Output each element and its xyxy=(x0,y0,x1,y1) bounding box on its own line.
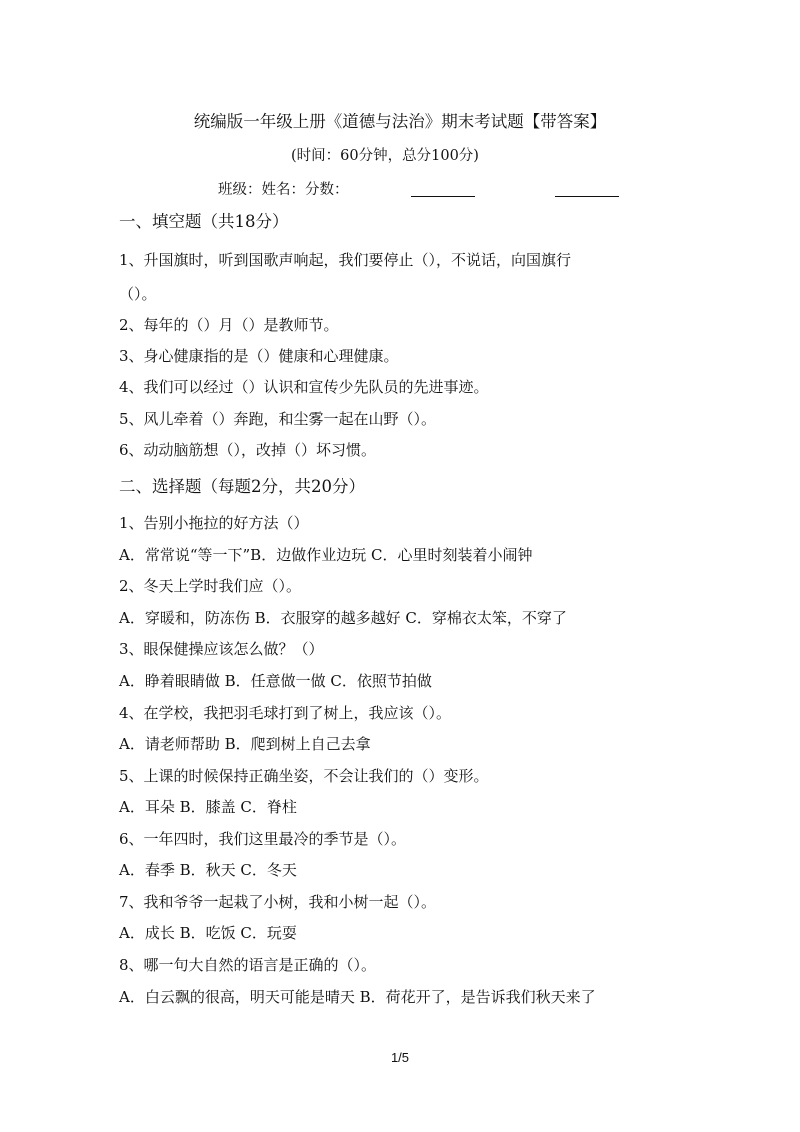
answer-options: A．成长 B．吃饭 C．玩耍 xyxy=(119,924,297,942)
question-line: 5、风儿牵着（）奔跑，和尘雾一起在山野（）。 xyxy=(119,410,437,428)
question-line: 3、眼保健操应该怎么做？（） xyxy=(119,640,324,658)
answer-options: A．请老师帮助 B．爬到树上自己去拿 xyxy=(119,735,371,753)
student-info-line: 班级：姓名：分数： xyxy=(218,182,349,198)
answer-options: A．穿暖和，防冻伤 B．衣服穿的越多越好 C．穿棉衣太笨，不穿了 xyxy=(119,609,567,627)
question-line: 2、冬天上学时我们应（）。 xyxy=(119,577,302,595)
answer-options: A．常常说“等一下”B．边做作业边玩 C．心里时刻装着小闹钟 xyxy=(119,546,533,564)
question-line: 1、升国旗时，听到国歌声响起，我们要停止（），不说话，向国旗行 xyxy=(119,251,572,269)
exam-info: (时间：60分钟，总分100分) xyxy=(291,148,479,164)
page-number: 1/5 xyxy=(390,1050,410,1065)
answer-options: A．耳朵 B．膝盖 C．脊柱 xyxy=(119,798,297,816)
question-line: 6、一年四时，我们这里最冷的季节是（）。 xyxy=(119,830,407,848)
question-line: 3、身心健康指的是（）健康和心理健康。 xyxy=(119,347,399,365)
question-line: 1、告别小拖拉的好方法（） xyxy=(119,514,309,532)
question-line: （）。 xyxy=(119,285,157,303)
section-heading: 一、填空题（共18分） xyxy=(119,212,289,231)
document-title: 统编版一年级上册《道德与法治》期末考试题【带答案】 xyxy=(193,112,607,131)
question-line: 8、哪一句大自然的语言是正确的（）。 xyxy=(119,956,377,974)
question-line: 5、上课的时候保持正确坐姿，不会让我们的（）变形。 xyxy=(119,767,489,785)
question-line: 4、我们可以经过（）认识和宣传少先队员的先进事迹。 xyxy=(119,378,489,396)
question-line: 7、我和爷爷一起栽了小树，我和小树一起（）。 xyxy=(119,893,437,911)
answer-blank xyxy=(555,196,619,197)
answer-options: A．春季 B．秋天 C．冬天 xyxy=(119,861,297,879)
question-line: 4、在学校，我把羽毛球打到了树上，我应该（）。 xyxy=(119,704,452,722)
answer-options: A．睁着眼睛做 B．任意做一做 C．依照节拍做 xyxy=(119,672,432,690)
answer-options: A．白云飘的很高，明天可能是晴天 B．荷花开了，是告诉我们秋天来了 xyxy=(119,988,596,1006)
section-heading: 二、选择题（每题2分，共20分） xyxy=(119,477,365,496)
question-line: 6、动动脑筋想（），改掉（）坏习惯。 xyxy=(119,441,377,459)
answer-blank xyxy=(411,196,475,197)
question-line: 2、每年的（）月（）是教师节。 xyxy=(119,316,339,334)
